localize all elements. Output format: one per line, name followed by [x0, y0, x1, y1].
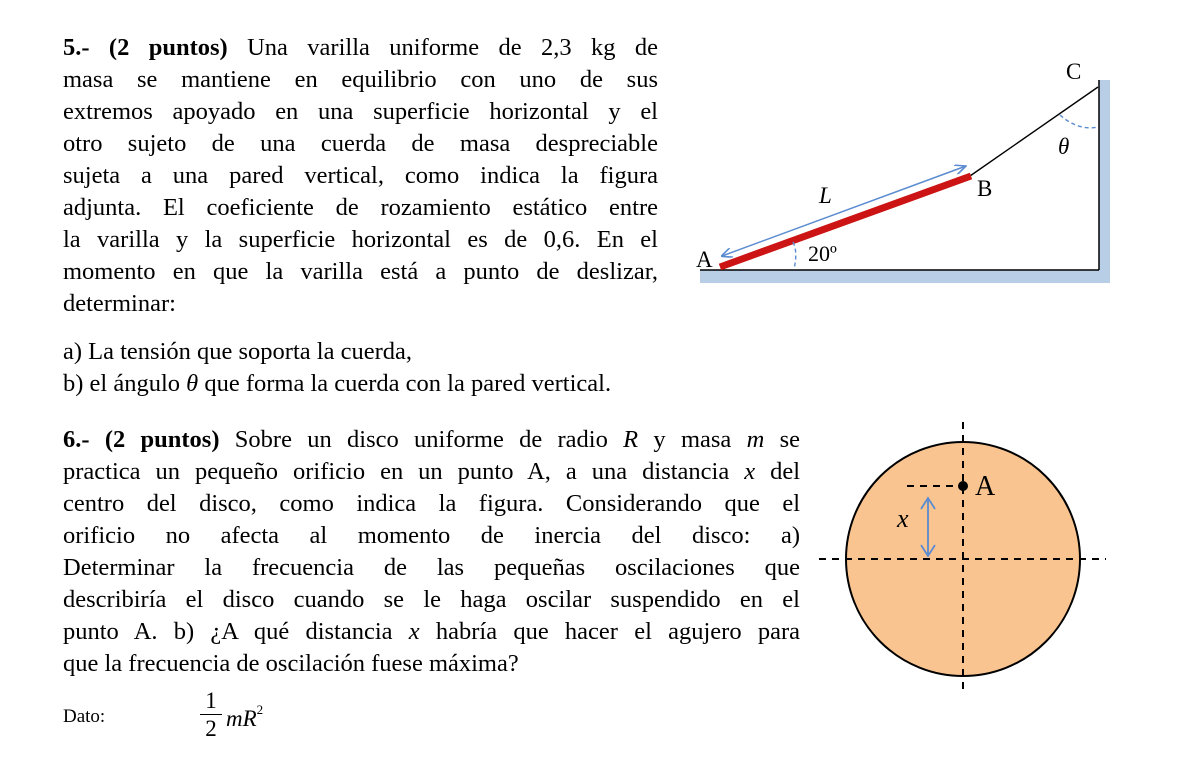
p5-line-2: masa se mantiene en equilibrio con uno de sus [63, 66, 658, 93]
formula-mr: $mR^2$ [226, 702, 264, 731]
p5-line-3: extremos apoyado en una superficie horizontal y el [63, 98, 658, 125]
fraction-numerator: 1 [205, 688, 217, 713]
label-C: C [1066, 59, 1082, 84]
p5-line-8: momento en que la varilla está a punto de deslizar, [63, 258, 658, 285]
label-B: B [977, 176, 993, 201]
p6-line-3: centro del disco, como indica la figura. Considerando que el [63, 490, 800, 517]
fraction [200, 688, 222, 743]
floor [700, 270, 1110, 283]
rod [720, 176, 971, 267]
p5-line-1: 5.- (2 puntos) Una varilla uniforme de 2,3 kg de [63, 34, 658, 61]
label-x: x [897, 504, 909, 533]
rope [970, 87, 1098, 176]
fraction-denominator: 2 [205, 716, 217, 741]
p5-item-a: a) La tensión que soporta la cuerda, [63, 338, 412, 365]
p6-line-5: Determinar la frecuencia de las pequeñas oscilaciones que [63, 554, 800, 581]
label-L: L [819, 183, 832, 208]
p5-heading: 5.- (2 puntos) [63, 34, 228, 61]
problem-6-text [63, 424, 800, 680]
p6-line-4: orificio no afecta al momento de inercia del disco: a) [63, 522, 800, 549]
p6-line-7: punto A. b) ¿A qué distancia x habría que hacer el agujero para [63, 618, 800, 645]
length-arrow [722, 166, 966, 256]
p6-line-8: que la frecuencia de oscilación fuese máxima? [63, 650, 519, 677]
dato-label: Dato: [63, 706, 106, 727]
label-angle-20: 20º [808, 241, 837, 266]
angle-arc [793, 242, 796, 269]
disc-figure [815, 418, 1110, 698]
p6-line-6: describiría el disco cuando se le haga oscilar suspendido en el [63, 586, 800, 613]
p5-item-b: b) el ángulo θ que forma la cuerda con la pared vertical. [63, 370, 612, 397]
p5-line-7: la varilla y la superficie horizontal es de 0,6. En el [63, 226, 658, 253]
p5-line-6: adjunta. El coeficiente de rozamiento estático entre [63, 194, 658, 221]
p6-line-2: practica un pequeño orificio en un punto A, a una distancia x del [63, 458, 800, 485]
p5-line-5: sujeta a una pared vertical, como indica la figura [63, 162, 658, 189]
problem-5-items [63, 336, 763, 400]
hole-point-A [958, 481, 968, 491]
label-theta: θ [1058, 134, 1070, 159]
theta-arc [1060, 115, 1098, 128]
data-formula [63, 688, 283, 748]
p5-line-9: determinar: [63, 290, 176, 317]
label-A: A [696, 247, 713, 272]
p5-line-4: otro sujeto de una cuerda de masa despreciable [63, 130, 658, 157]
problem-5-text [63, 32, 658, 320]
label-hole-A: A [975, 471, 996, 502]
rod-figure [690, 55, 1120, 290]
vertical-wall [1099, 80, 1110, 283]
p6-line-1: 6.- (2 puntos) Sobre un disco uniforme de radio R y masa m se [63, 426, 800, 453]
